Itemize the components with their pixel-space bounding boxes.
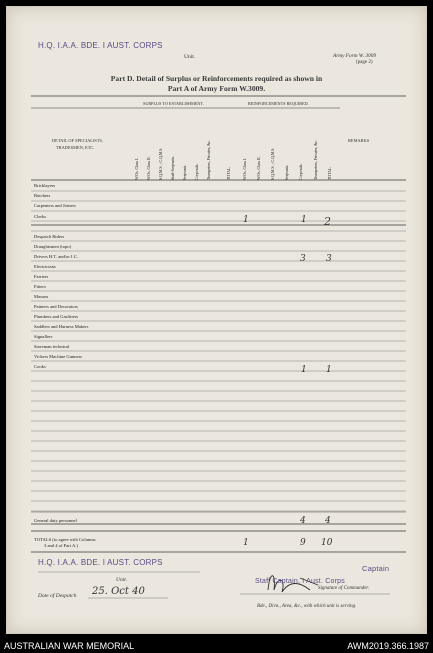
surplus-column-header: Staff-Serjeants. [171,155,175,180]
reinforcements-header: REINFORCEMENTS REQUIRED. [248,101,309,106]
reinforcement-column-header: Trumpeters, Privates, &c. [314,140,318,180]
totals-label-2: 3 and 4 of Part A.) [44,543,78,548]
captain-stamp: Captain [362,564,390,573]
table-row-label: Saddlers and Harness Makers [34,324,89,329]
totals-reinf-total: 10 [321,538,333,548]
table-row-label: Masons [34,294,49,299]
clerks-reinf-privates: 1 [301,215,307,225]
clerks-reinf-total: 2 [324,215,331,228]
table-row-label: Despatch Riders [34,234,65,239]
bde-caption: Bde., Divn., Area, &c., with which unit is serving. [257,604,357,609]
form-title-line-1: Part D. Detail of Surplus or Reinforcements required as shown in [110,74,323,83]
unit-stamp-bottom: H.Q. I.A.A. BDE. I AUST. CORPS [38,558,163,567]
totals-surplus-total: 1 [243,538,249,548]
table-row-label: Storeman technical [34,344,70,349]
surplus-column-header: Serjeants. [183,164,187,180]
form-reference: Army Form W. 3009 [333,53,377,59]
unit-stamp-top: H.Q. I.A.A. BDE. I AUST. CORPS [38,41,163,50]
general-duty-label: General duty personnel [34,518,77,523]
staff-captain-stamp: Staff Captain, I Aust. Corps [255,578,345,585]
page-reference: (page 2) [356,60,373,65]
surplus-header: SURPLUS TO ESTABLISHMENT. [143,101,204,106]
footer-right: AWM2019.366.1987 [347,641,429,651]
clerks-surplus-total: 1 [243,215,249,225]
detail-header-2: TRADESMEN, ETC. [56,145,95,150]
table-row-label: Butchers [34,193,51,198]
table-row-label: Farriers [34,274,49,279]
reinforcement-column-header: TOTAL. [328,166,332,180]
table-row-label: Vickers Machine Gunners [34,354,82,359]
drivers-reinf-privates: 3 [300,254,306,264]
table-row-label: Electricians [34,264,56,269]
footer-left: AUSTRALIAN WAR MEMORIAL [4,641,135,651]
table-row-label: Painters and Decorators [34,304,78,309]
table-row-label: Fitters [34,284,46,289]
table-row-label: Signallers [34,334,53,339]
unit-label-top: Unit. [184,54,196,60]
commander-caption: Signature of Commander. [318,586,370,591]
table-row-label: Carpenters and Joiners [34,203,76,208]
surplus-column-header: W.Os. Class II. [147,156,151,180]
reinforcement-column-header: W.Os. Class I. [243,157,247,180]
despatch-label: Date of Despatch [38,593,77,599]
surplus-column-header: Trumpeters, Privates, &c. [207,140,211,180]
totals-label-1: TOTALS (to agree with Columns [34,537,96,542]
general-reinf-privates: 4 [300,516,306,526]
drivers-reinf-total: 3 [326,254,332,264]
table-row-label: Clerks [34,214,46,219]
surplus-column-header: TOTAL. [227,166,231,180]
reinforcement-column-header: Corporals. [299,163,303,180]
remarks-header: REMARKS [348,138,370,143]
despatch-date: 25. Oct 40 [92,586,145,597]
reinforcement-column-header: S.Q.M.S. ; C.Q.M.S. [271,147,275,180]
form-title-line-2: Part A of Army Form W.3009. [167,84,266,93]
cooks-reinf-privates: 1 [301,365,307,375]
table-row-label: Draughtsmen (topo) [34,244,72,249]
table-row-label: Drivers H.T. and/or I.C. [34,254,78,259]
surplus-column-header: S.Q.M.S. ; C.Q.M.S. [159,147,163,180]
reinforcement-column-header: W.Os. Class II. [257,156,261,180]
surplus-column-header: Corporals. [195,163,199,180]
table-row-label: Bricklayers [34,183,56,188]
table-row-label: Plumbers and Gasfitters [34,314,79,319]
surplus-column-header: W.Os. Class I. [135,157,139,180]
table-row-label: Cooks [34,364,46,369]
detail-header-1: DETAIL OF SPECIALISTS, [52,138,104,143]
totals-reinf-privates: 9 [300,538,306,548]
reinforcement-column-header: Serjeants. [285,164,289,180]
cooks-reinf-total: 1 [326,365,332,375]
general-reinf-total: 4 [325,516,331,526]
unit-label-bottom: Unit. [116,577,128,583]
